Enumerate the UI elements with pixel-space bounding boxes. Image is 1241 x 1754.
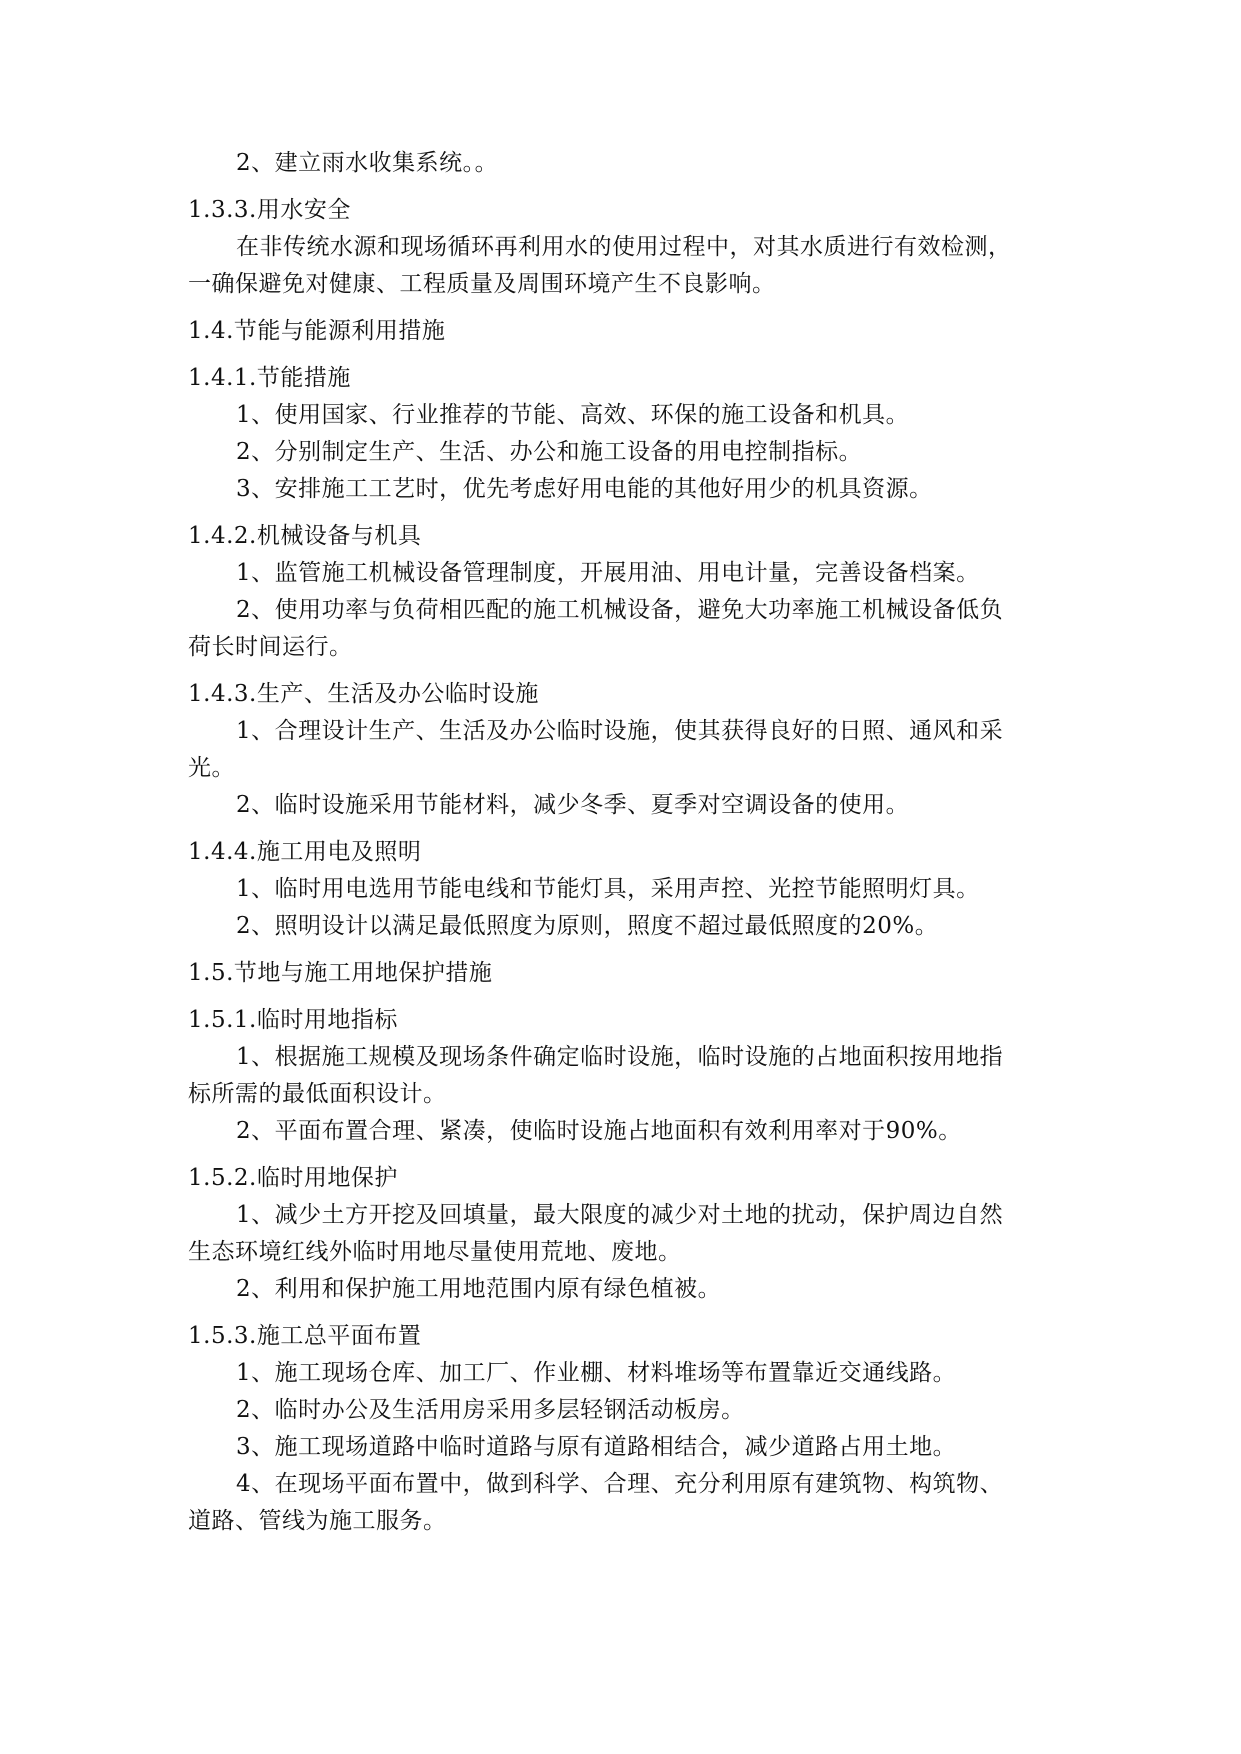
section-heading: 1.4.节能与能源利用措施 (188, 318, 446, 344)
section-heading: 1.5.1.临时用地指标 (188, 1007, 398, 1033)
list-item: 2、建立雨水收集系统。。 (236, 150, 499, 176)
list-item: 1、临时用电选用节能电线和节能灯具，采用声控、光控节能照明灯具。 (236, 876, 980, 902)
paragraph-continuation: 光。 (188, 755, 235, 781)
list-item: 2、利用和保护施工用地范围内原有绿色植被。 (236, 1276, 722, 1302)
list-item: 1、施工现场仓库、加工厂、作业棚、材料堆场等布置靠近交通线路。 (236, 1360, 957, 1386)
paragraph-continuation: 标所需的最低面积设计。 (188, 1081, 447, 1107)
list-item: 2、临时设施采用节能材料，减少冬季、夏季对空调设备的使用。 (236, 792, 910, 818)
list-item: 2、平面布置合理、紧凑，使临时设施占地面积有效利用率对于90%。 (236, 1118, 962, 1144)
list-item: 2、照明设计以满足最低照度为原则，照度不超过最低照度的20%。 (236, 913, 939, 939)
list-item: 3、施工现场道路中临时道路与原有道路相结合，减少道路占用土地。 (236, 1434, 957, 1460)
paragraph-continuation: 一确保避免对健康、工程质量及周围环境产生不良影响。 (188, 271, 776, 297)
list-item: 2、临时办公及生活用房采用多层轻钢活动板房。 (236, 1397, 745, 1423)
section-heading: 1.5.节地与施工用地保护措施 (188, 960, 493, 986)
section-heading: 1.3.3.用水安全 (188, 197, 351, 223)
list-item: 1、合理设计生产、生活及办公临时设施，使其获得良好的日照、通风和采 (236, 718, 1004, 744)
list-item: 1、使用国家、行业推荐的节能、高效、环保的施工设备和机具。 (236, 402, 910, 428)
paragraph-continuation: 道路、管线为施工服务。 (188, 1508, 447, 1534)
list-item: 1、监管施工机械设备管理制度，开展用油、用电计量，完善设备档案。 (236, 560, 980, 586)
paragraph-continuation: 荷长时间运行。 (188, 634, 353, 660)
paragraph-continuation: 生态环境红线外临时用地尽量使用荒地、废地。 (188, 1239, 682, 1265)
list-item: 1、减少土方开挖及回填量，最大限度的减少对土地的扰动，保护周边自然 (236, 1202, 1004, 1228)
list-item: 3、安排施工工艺时，优先考虑好用电能的其他好用少的机具资源。 (236, 476, 933, 502)
section-heading: 1.4.2.机械设备与机具 (188, 523, 422, 549)
section-heading: 1.4.1.节能措施 (188, 365, 351, 391)
document-body (188, 145, 1053, 1540)
section-heading: 1.5.3.施工总平面布置 (188, 1323, 422, 1349)
section-heading: 1.5.2.临时用地保护 (188, 1165, 398, 1191)
section-heading: 1.4.3.生产、生活及办公临时设施 (188, 681, 539, 707)
list-item: 4、在现场平面布置中，做到科学、合理、充分利用原有建筑物、构筑物、 (236, 1471, 1004, 1497)
section-heading: 1.4.4.施工用电及照明 (188, 839, 422, 865)
list-item: 2、使用功率与负荷相匹配的施工机械设备，避免大功率施工机械设备低负 (236, 597, 1004, 623)
paragraph-line: 在非传统水源和现场循环再利用水的使用过程中，对其水质进行有效检测， (236, 234, 1012, 260)
list-item: 2、分别制定生产、生活、办公和施工设备的用电控制指标。 (236, 439, 863, 465)
list-item: 1、根据施工规模及现场条件确定临时设施，临时设施的占地面积按用地指 (236, 1044, 1004, 1070)
